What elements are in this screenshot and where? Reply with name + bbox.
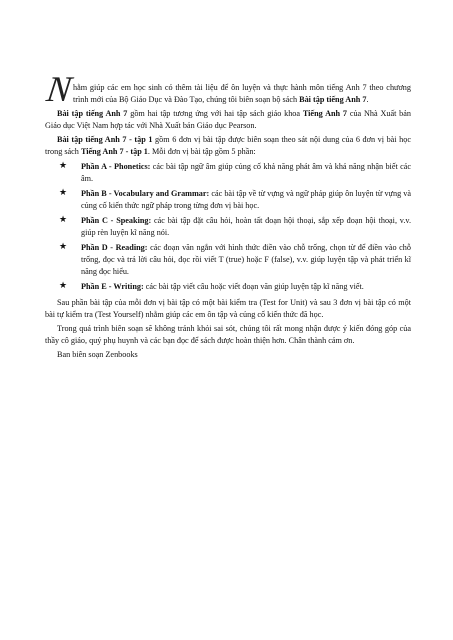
- volume1-text-end: . Mỗi đơn vị bài tập gồm 5 phần:: [147, 147, 256, 157]
- part-title: Phần B - Vocabulary and Grammar:: [81, 188, 210, 198]
- list-item: [57, 281, 411, 293]
- dropcap-letter: N: [44, 69, 74, 109]
- part-desc: các bài tập ngữ âm giúp củng cố khả năng phát âm và khả năng nhận biết các âm.: [81, 161, 411, 183]
- thanks-paragraph: Trong quá trình biên soạn sẽ không tránh khỏi sai sót, chúng tôi rất mong nhận được ý kiến đóng góp của thầy cô giáo, quý phụ huynh và các bạn đọc để sách được hoàn thiện hơn. Chân thành cảm ơn.: [45, 323, 411, 345]
- book-title: Bài tập tiếng Anh 7: [57, 109, 128, 119]
- part-desc: các bài tập về từ vựng và ngữ pháp giúp ôn luyện từ vựng và củng cố kiến thức ngữ pháp trong từng đơn vị bài học.: [81, 188, 411, 210]
- part-title: Phần E - Writing:: [81, 282, 144, 292]
- volumes-paragraph: [45, 108, 411, 132]
- volume1-title: Bài tập tiếng Anh 7 - tập 1: [57, 135, 153, 145]
- list-item: [57, 188, 411, 212]
- volume1-paragraph: [45, 134, 411, 158]
- part-desc: các bài tập viết câu hoặc viết đoạn văn giúp luyện tập kĩ năng viết.: [143, 282, 364, 292]
- list-item: [57, 215, 411, 239]
- part-title: Phần D - Reading:: [81, 243, 148, 253]
- part-desc: các bài tập đặt câu hỏi, hoàn tất đoạn hội thoại, sắp xếp đoạn hội thoại, v.v. giúp rèn luyện kĩ năng nói.: [81, 215, 411, 238]
- textbook-volume1-title: Tiếng Anh 7 - tập 1: [80, 147, 148, 157]
- parts-list: [45, 161, 411, 294]
- star-icon: ★: [59, 242, 68, 253]
- list-item: [57, 242, 411, 278]
- part-title: Phần C - Speaking:: [81, 215, 152, 225]
- preface-content: [44, 69, 411, 363]
- intro-end: .: [366, 95, 369, 105]
- star-icon: ★: [59, 160, 68, 171]
- star-icon: ★: [59, 187, 68, 198]
- signature: Ban biên soạn Zenbooks: [57, 349, 138, 359]
- intro-text: hằm giúp các em học sinh có thêm tài liệu để ôn luyện và thực hành môn tiếng Anh 7 theo chương trình mới của Bộ Giáo Dục và Đào Tạo, chúng tôi biên soạn bộ sách: [73, 83, 411, 105]
- part-title: Phần A - Phonetics:: [81, 161, 151, 171]
- volume1-text: gồm 6 đơn vị bài tập được biên soạn theo sát nội dung của 6 đơn vị bài học trong sách: [45, 135, 411, 157]
- volumes-text-end: của Nhà Xuất bản Giáo dục Việt Nam hợp tác với Nhà Xuất bản Giáo dục Pearson.: [45, 109, 411, 131]
- part-desc: các đoạn văn ngắn với hình thức điền vào chỗ trống, chọn từ để điền vào chỗ trống, đọc và trả lời câu hỏi, đọc rồi viết T (true) hoặc F (false), v.v. giúp luyện tập và phát triển kĩ năng đọc hiểu.: [81, 243, 411, 277]
- intro-paragraph: [44, 69, 411, 109]
- tests-paragraph: Sau phần bài tập của mỗi đơn vị bài tập có một bài kiểm tra (Test for Unit) và sau 3 đơn vị bài tập có một bài tự kiểm tra (Test Yourself) nhằm giúp các em ôn tập và củng cố kiến thức đã học.: [45, 297, 411, 319]
- star-icon: ★: [59, 281, 68, 292]
- star-icon: ★: [59, 214, 68, 225]
- list-item: [57, 161, 411, 185]
- volumes-text: gồm hai tập tương ứng với hai tập sách giáo khoa: [127, 109, 303, 119]
- book-title: Bài tập tiếng Anh 7: [299, 95, 367, 105]
- textbook-title: Tiếng Anh 7: [302, 109, 347, 119]
